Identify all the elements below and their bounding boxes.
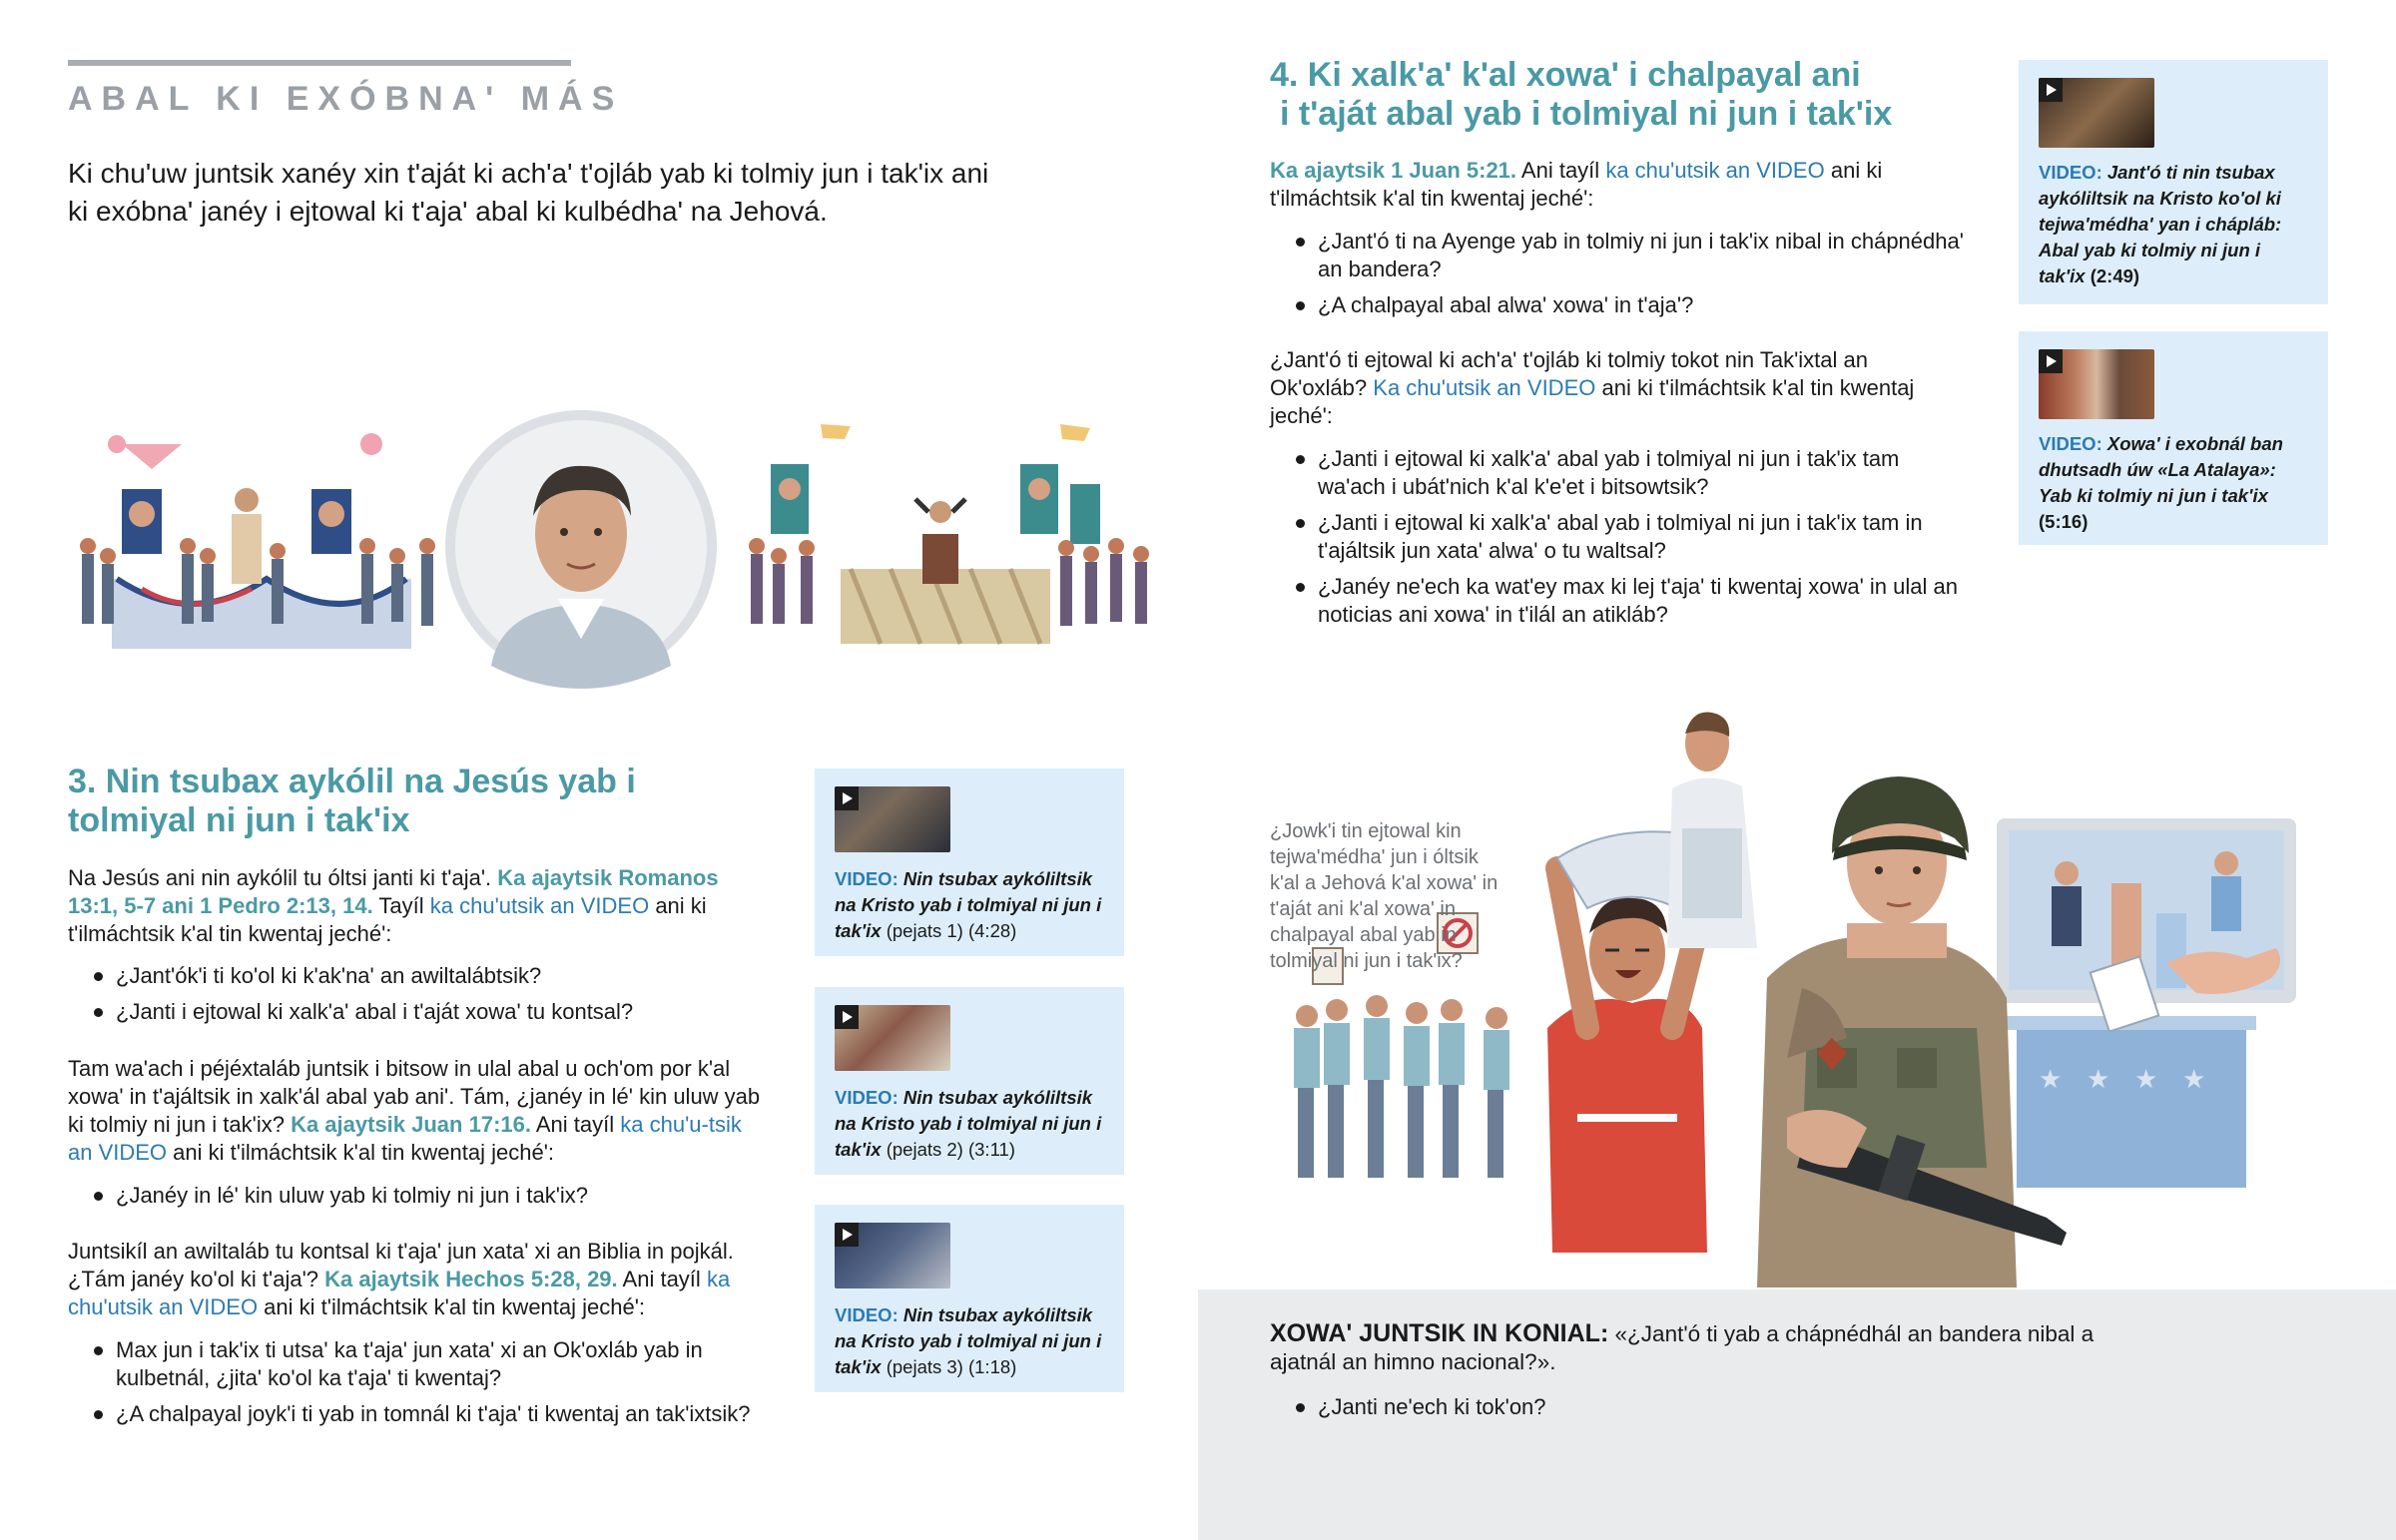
paragraph-text: Tayíl [372,893,430,918]
video-title: Nin tsubax aykóliltsik na Kristo yab i tolmiyal ni jun i tak'ix [835,1087,1102,1160]
video-box-5[interactable] [2019,331,2328,545]
video-duration: (pejats 3) (1:18) [886,1356,1017,1377]
video-caption [2039,160,2308,289]
play-icon[interactable] [835,1223,859,1247]
paragraph-text: Juntsikíl an awiltaláb tu kontsal ki t'aja' jun xata' xi an Biblia in pojkál. ¿Tám janéy ko'ol ki t'aja'? [68,1239,734,1291]
play-icon[interactable] [835,1005,859,1029]
paragraph-text: Ani tayíl [1516,158,1606,183]
svg-text:★: ★ [2182,1065,2206,1095]
svg-text:★: ★ [2087,1065,2110,1095]
section-4-title [1270,56,1989,134]
paragraph-text: ani ki t'ilmáchtsik k'al tin kwentaj jeché': [258,1294,646,1319]
section-3-title: 3. Nin tsubax aykólil na Jesús yab i tolmiyal ni jun i tak'ix [68,763,636,839]
conversation-lead: XOWA' JUNTSIK IN KONIAL: [1270,1319,1609,1347]
video-thumbnail[interactable] [835,1005,950,1071]
section-4-questions-2 [1270,445,1969,637]
question-item: ¿A chalpayal abal alwa' xowa' in t'aja'? [1270,291,1969,319]
video-box-4[interactable] [2019,60,2328,304]
section-3-paragraph-2 [68,1055,767,1167]
candidate-portrait [445,410,717,689]
question-item: ¿Janti i ejtowal ki xalk'a' abal i t'aját xowa' tu kontsal? [68,998,757,1026]
video-link[interactable]: ka chu'utsik an VIDEO [429,893,650,918]
student-figure [1667,712,1757,948]
conversation-questions [1270,1393,1969,1429]
question-item: ¿Jant'ó ti na Ayenge yab in tolmiy ni jun i tak'ix nibal in chápnédha' an bandera? [1270,228,1969,283]
political-campaign-illustration [62,404,1160,689]
section-3-paragraph-3 [68,1238,767,1321]
section-4-title-line-1: 4. Ki xalk'a' k'al xowa' i chalpayal ani [1270,56,1861,94]
paragraph-text: Na Jesús ani nin aykólil tu óltsi janti ki t'aja'. [68,865,498,890]
video-link[interactable]: Ka chu'utsik an VIDEO [1373,375,1596,400]
video-caption [835,1302,1104,1380]
play-icon[interactable] [2039,349,2063,373]
scripture-reference[interactable]: Ka ajaytsik 1 Juan 5:21. [1270,158,1517,183]
video-title: Jant'ó ti nin tsubax aykóliltsik na Kristo ko'ol ki tejwa'médha' yan i chápláb: Abal yab ki tolmiy ni jun i tak'ix [2039,162,2282,286]
video-title: Nin tsubax aykóliltsik na Kristo yab i tolmiyal ni jun i tak'ix [835,868,1102,941]
video-title: Xowa' i exobnál ban dhutsadh úw «La Atalaya»: Yab ki tolmiy ni jun i tak'ix [2039,433,2283,506]
scripture-reference[interactable]: Ka ajaytsik Romanos 13:1, 5-7 ani 1 Pedro 2:13, 14. [68,865,719,918]
loyalty-illustration [1288,699,2396,1287]
section-3-questions-3 [68,1336,757,1436]
question-item: ¿A chalpayal joyk'i ti yab in tomnál ki t'aja' ti kwentaj an tak'ixtsik? [68,1400,757,1428]
video-duration: (2:49) [2090,265,2140,286]
section-3-questions-2 [68,1182,757,1218]
question-item: ¿Jant'ók'i ti ko'ol ki k'ak'na' an awiltalábtsik? [68,962,757,990]
section-4-title-line-2: i t'aját abal yab i tolmiyal ni jun i tak'ix [1280,95,1893,133]
video-thumbnail[interactable] [2039,78,2154,148]
video-duration: (pejats 2) (3:11) [886,1139,1015,1160]
conversation-text: «¿Jant'ó ti yab a chápnédhál an bandera nibal a ajatnál an himno nacional?». [1270,1321,2095,1374]
video-box-3[interactable] [815,1205,1124,1392]
paragraph-text: Ani tayíl [530,1112,621,1137]
intro-paragraph: Ki chu'uw juntsik xanéy xin t'aját ki ach'a' t'ojláb yab ki tolmiy jun i tak'ix ani ki exóbna' janéy i ejtowal ki t'aja' abal ki kulbédha' na Jehová. [68,158,989,227]
question-item: Max jun i tak'ix ti utsa' ka t'aja' jun xata' xi an Ok'oxláb yab in kulbetnál, ¿jita' ko'ol ka t'aja' ti kwentaj? [68,1336,757,1392]
left-rally-scene [80,433,435,649]
video-duration: (pejats 1) (4:28) [886,920,1017,941]
video-link[interactable]: ka chu'u-tsik an VIDEO [68,1112,742,1165]
section-3-questions-1 [68,962,757,1034]
conversation-starter [1270,1319,2128,1376]
question-item: ¿Janti i ejtowal ki xalk'a' abal yab i tolmiyal ni jun i tak'ix tam wa'ach i ubát'nich k'al k'e'et i bitsowtsik? [1270,445,1969,501]
question-item: ¿Janti i ejtowal ki xalk'a' abal yab i tolmiyal ni jun i tak'ix tam in t'ajáltsik jun xata' alwa' o tu waltsal? [1270,509,1969,565]
section-top-rule [68,60,571,66]
svg-text:★: ★ [2039,1065,2063,1095]
scripture-reference[interactable]: Ka ajaytsik Juan 17:16. [291,1112,531,1137]
scripture-reference[interactable]: Ka ajaytsik Hechos 5:28, 29. [324,1267,618,1291]
video-caption [835,866,1104,944]
video-caption [2039,431,2308,535]
question-item: ¿Janti ne'ech ki tok'on? [1270,1393,1969,1421]
paragraph-text: ani ki t'ilmáchtsik k'al tin kwentaj jeché': [1270,375,1915,428]
video-link[interactable]: ka chu'utsik an VIDEO [1605,158,1825,183]
video-label: VIDEO: [2039,162,2102,183]
video-box-1[interactable] [815,769,1124,956]
section-3-paragraph-1 [68,864,757,948]
video-thumbnail[interactable] [835,1223,950,1288]
video-label: VIDEO: [835,1087,898,1108]
question-item: ¿Janéy in lé' kin uluw yab ki tolmiy ni jun i tak'ix? [68,1182,757,1210]
paragraph-text: Tam wa'ach i péjéxtaláb juntsik i bitsow in ulal abal u och'om por k'al xowa' in t'ajáltsik in xalk'ál abal yab ani'. Tám, ¿janéy in lé' kin uluw yab ki tolmiy ni jun i tak'ix? [68,1056,761,1137]
question-item: ¿Janéy ne'ech ka wat'ey max ki lej t'aja' ti kwentaj xowa' in ulal an noticias ani xowa' in t'ilál an atikláb? [1270,573,1969,629]
svg-text:★: ★ [2134,1065,2158,1095]
election-scene [1997,818,2296,1188]
section-4-paragraph-2 [1270,346,1969,430]
video-box-2[interactable] [815,987,1124,1175]
illustration-caption-question: ¿Jowk'i tin ejtowal kin tejwa'médha' jun i óltsik k'al a Jehová k'al xowa' in t'aját ani k'al xowa' in chalpayal abal yab in tolmiyal ni jun i tak'ix? [1270,820,1498,972]
paragraph-text: ani ki t'ilmáchtsik k'al tin kwentaj jeché': [167,1140,555,1165]
paragraph-text: ani ki t'ilmáchtsik k'al tin kwentaj jeché': [1270,158,1883,211]
video-duration: (5:16) [2039,511,2089,532]
video-link[interactable]: ka chu'utsik an VIDEO [68,1267,731,1319]
section-kicker: ABAL KI EXÓBNA' MÁS [68,80,624,118]
paragraph-text: ¿Jant'ó ti ejtowal ki ach'a' t'ojláb ki tolmiy tokot nin Tak'ixtal an Ok'oxláb? [1270,347,1868,400]
video-title: Nin tsubax aykóliltsik na Kristo yab i tolmiyal ni jun i tak'ix [835,1304,1102,1377]
play-icon[interactable] [2039,78,2063,102]
video-thumbnail[interactable] [2039,349,2154,419]
section-4-questions-1 [1270,228,1969,327]
paragraph-text: ani ki t'ilmáchtsik k'al tin kwentaj jeché': [68,893,707,946]
right-rally-scene [749,424,1149,644]
paragraph-text: Ani tayíl [617,1267,707,1291]
video-thumbnail[interactable] [835,786,950,852]
video-label: VIDEO: [835,868,898,889]
video-label: VIDEO: [2039,433,2102,454]
section-4-paragraph-1 [1270,157,1969,213]
play-icon[interactable] [835,786,859,810]
video-caption [835,1085,1104,1163]
video-label: VIDEO: [835,1304,898,1325]
